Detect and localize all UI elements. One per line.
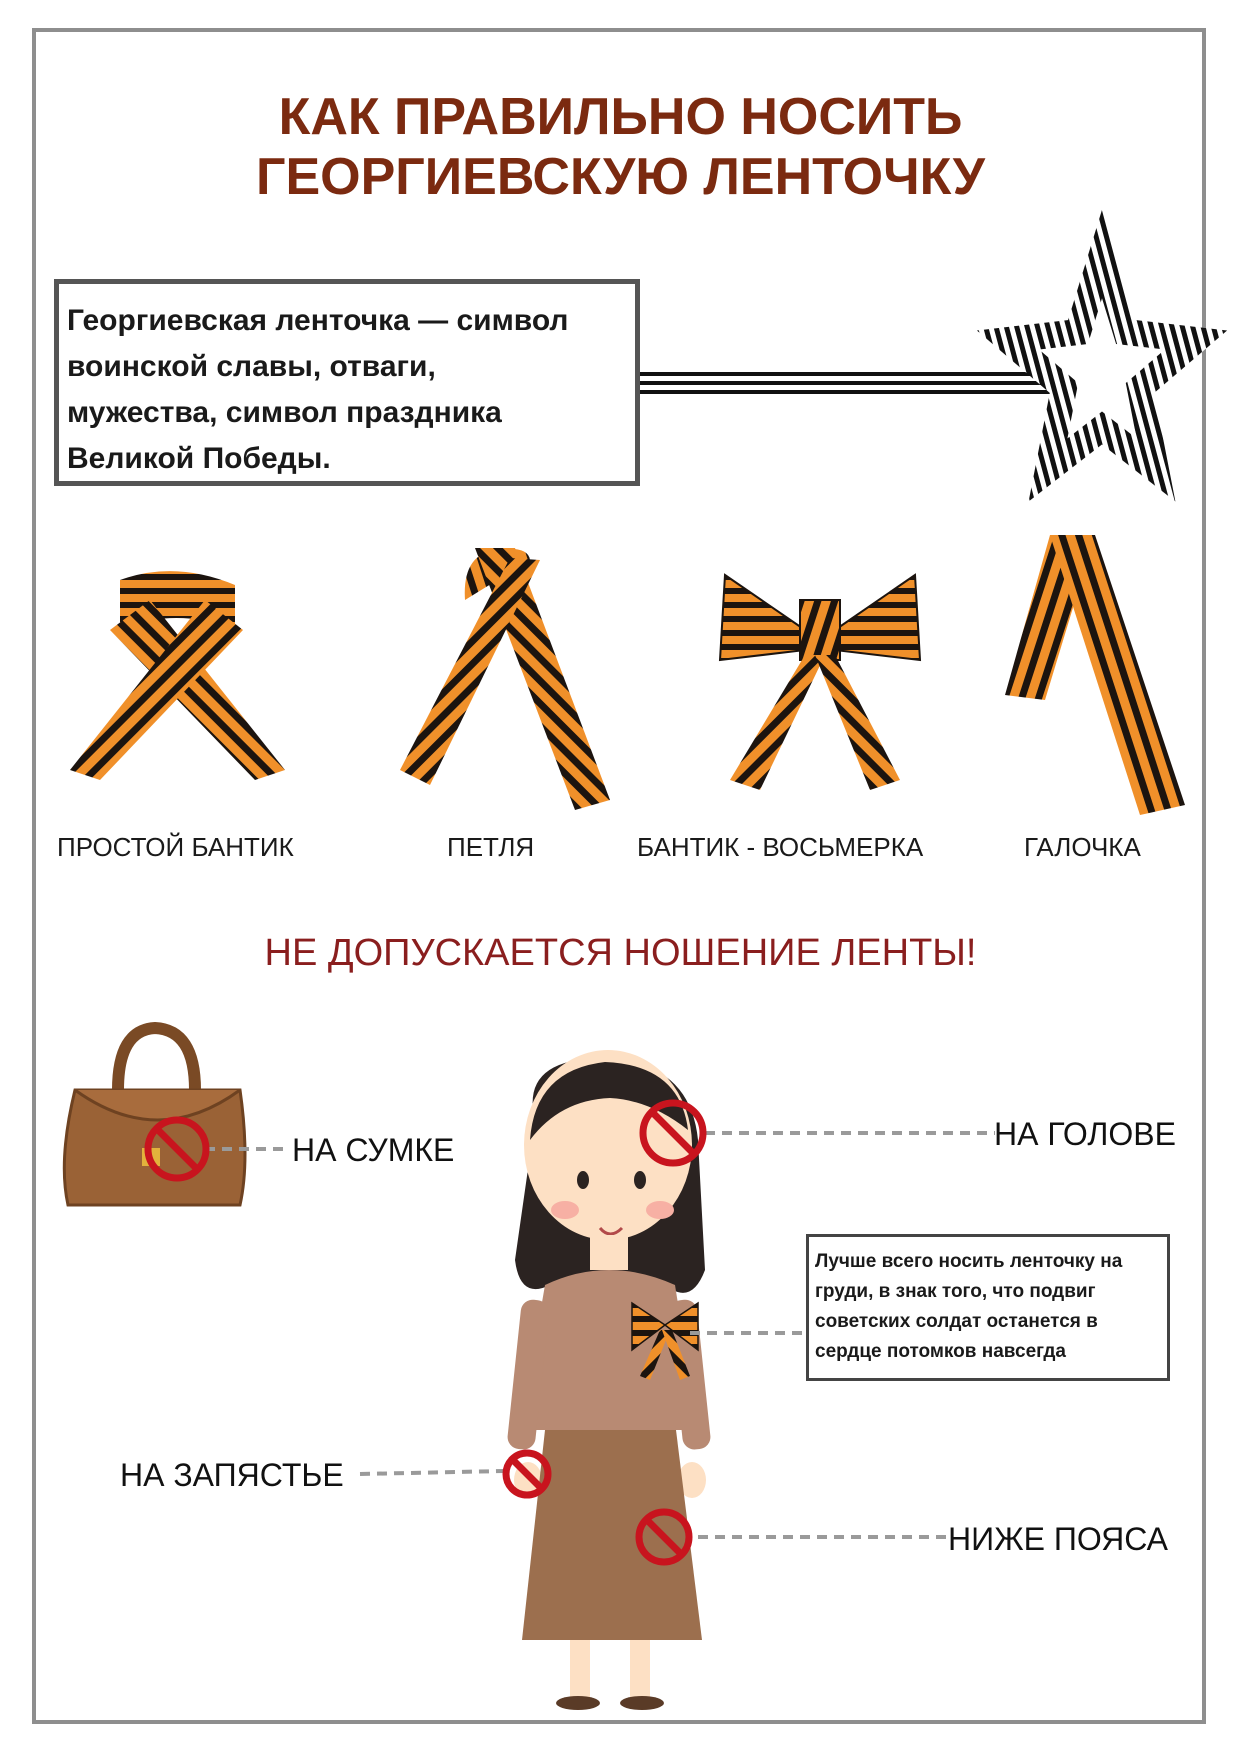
star-ribbon-icon xyxy=(1008,254,1196,470)
tip-line: груди, в знак того, что подвиг xyxy=(815,1281,1096,1302)
tip-line: сердце потомков навсегда xyxy=(815,1341,1066,1362)
warning-heading: НЕ ДОПУСКАЕТСЯ НОШЕНИЕ ЛЕНТЫ! xyxy=(264,932,977,974)
info-line: мужества, символ праздника xyxy=(67,396,502,429)
ribbon-figure-eight-icon xyxy=(720,575,920,790)
woman-figure-icon xyxy=(506,1050,711,1710)
tip-box xyxy=(806,1234,1170,1381)
label-on-wrist: НА ЗАПЯСТЬЕ xyxy=(120,1457,344,1493)
label-on-head: НА ГОЛОВЕ xyxy=(994,1116,1176,1152)
style-label-figure-eight: БАНТИК - ВОСЬМЕРКА xyxy=(637,832,924,862)
ribbon-tick-icon xyxy=(1005,535,1185,815)
label-on-bag: НА СУМКЕ xyxy=(292,1132,455,1168)
connector-ribbon xyxy=(640,372,1065,394)
info-line: воинской славы, отваги, xyxy=(67,350,436,383)
page-title-line-1: КАК ПРАВИЛЬНО НОСИТЬ xyxy=(278,88,963,146)
info-line: Георгиевская ленточка — символ xyxy=(67,304,569,337)
tip-line: советских солдат останется в xyxy=(815,1311,1098,1332)
info-line: Великой Победы. xyxy=(67,442,331,475)
ribbon-simple-bow-icon xyxy=(70,571,285,780)
ribbon-loop-icon xyxy=(400,548,610,810)
page-title-line-2: ГЕОРГИЕВСКУЮ ЛЕНТОЧКУ xyxy=(256,148,985,206)
style-label-tick: ГАЛОЧКА xyxy=(1024,832,1141,862)
label-below-waist: НИЖЕ ПОЯСА xyxy=(948,1521,1168,1557)
style-label-simple-bow: ПРОСТОЙ БАНТИК xyxy=(57,832,294,862)
style-label-loop: ПЕТЛЯ xyxy=(447,832,535,862)
tip-line: Лучше всего носить ленточку на xyxy=(815,1251,1123,1272)
handbag-icon xyxy=(64,1028,245,1205)
